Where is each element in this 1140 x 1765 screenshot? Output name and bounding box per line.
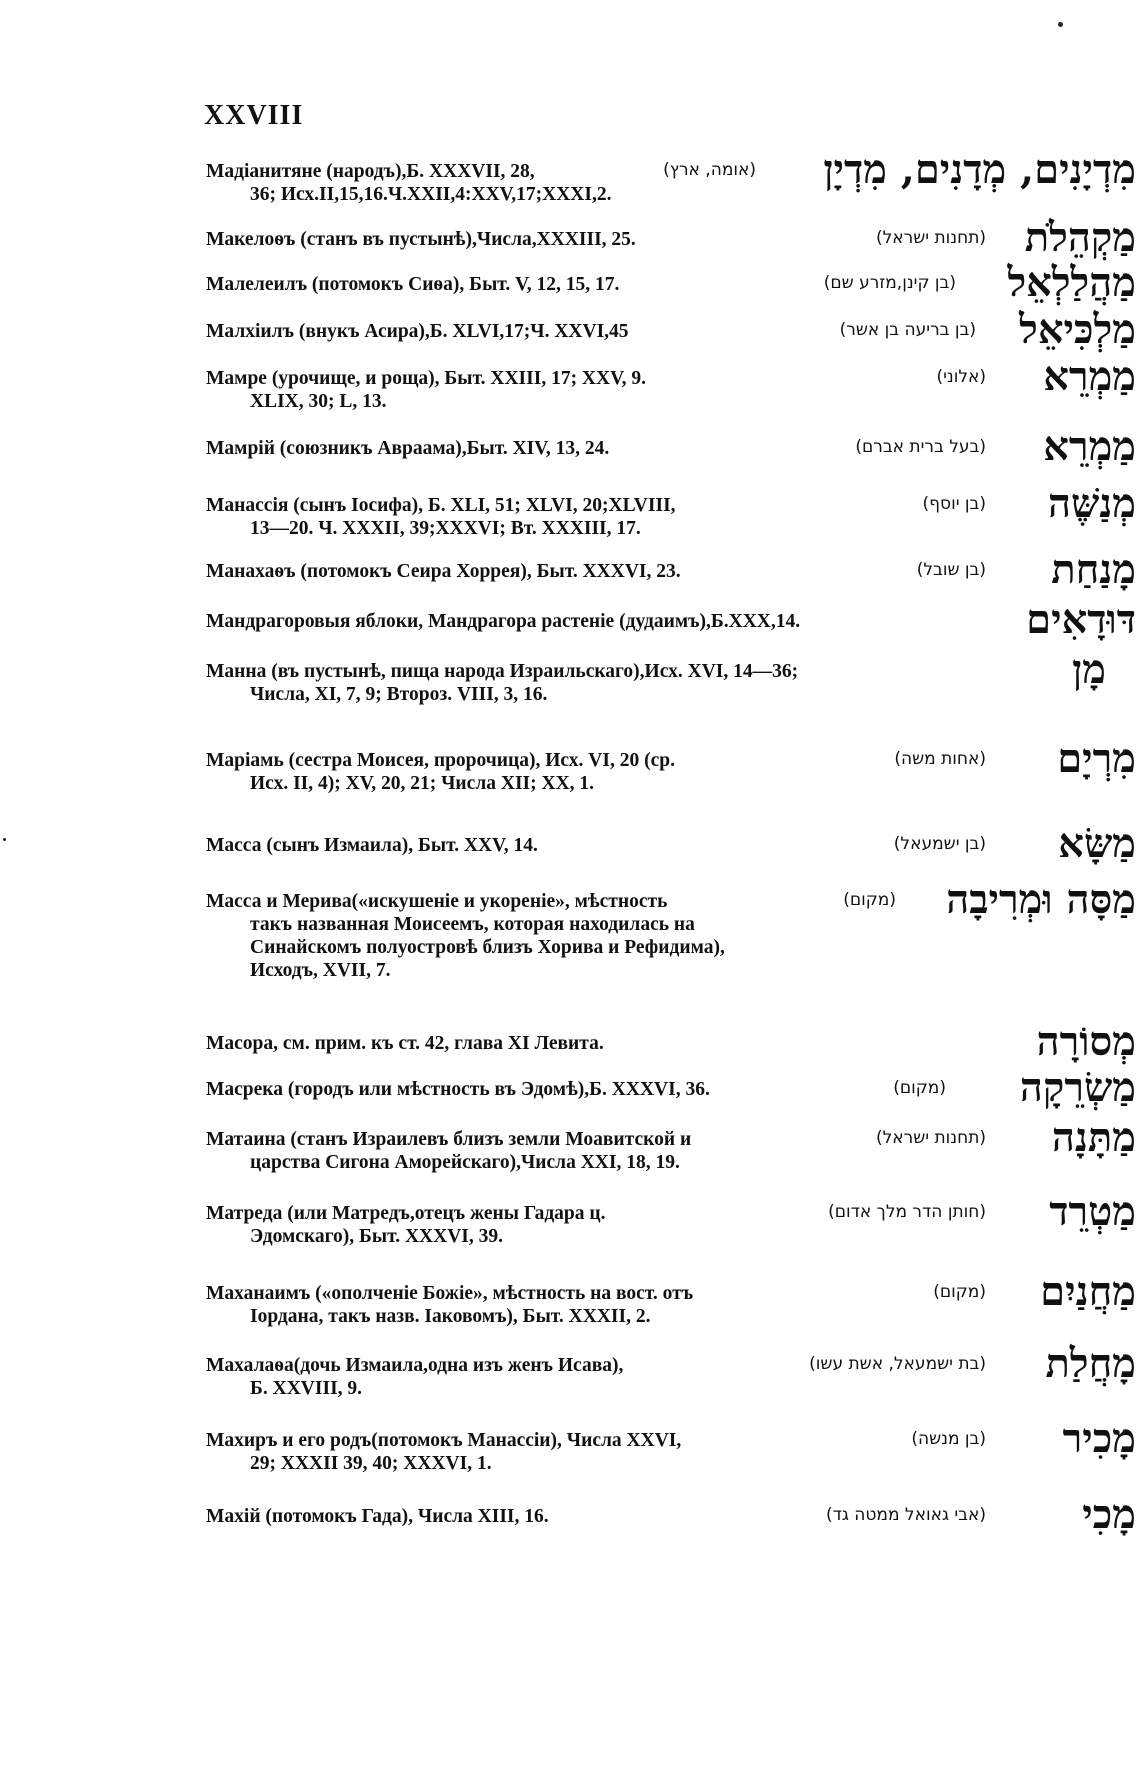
hebrew-gloss: (אומה, ארץ) [663, 160, 756, 180]
entry-text [206, 560, 826, 583]
entry-madianites [206, 146, 1136, 206]
entry-text [206, 437, 826, 460]
entry-line: Малхіилъ (внукъ Асира),Б. XLVI,17;Ч. XXVI,45 [206, 321, 629, 342]
entry-line: Мамрій (союзникъ Авраама),Быт. XIV, 13, 24. [206, 438, 610, 459]
hebrew-headword: מַסָּה וּמְרִיבָה [946, 876, 1136, 923]
entry-line: 29; XXXII 39, 40; XXXVI, 1. [250, 1453, 492, 1474]
entry-text [206, 1282, 826, 1328]
entry-line: Махалаѳа(дочь Измаила,одна изъ женъ Исава), [206, 1355, 624, 1376]
hebrew-gloss: (מקום) [893, 1078, 946, 1098]
hebrew-headword: מַקְהֵלֹת [1024, 214, 1136, 261]
entry-line: Масора, см. прим. къ ст. 42, глава XI Левита. [206, 1033, 604, 1054]
hebrew-gloss: (מקום) [933, 1282, 986, 1302]
hebrew-gloss: (בן ישמעאל) [893, 834, 986, 854]
entry-massah-meribah [206, 876, 1136, 984]
entry-text [206, 1128, 826, 1174]
hebrew-gloss: (אלוני) [936, 367, 986, 387]
entry-masrekah [206, 1064, 1136, 1111]
hebrew-headword: דּוּדָאִים [1026, 596, 1136, 643]
entry-line: Мадіанитяне (народъ),Б. XXXVII, 28, [206, 161, 535, 182]
hebrew-headword: מַטְרֵד [1049, 1188, 1136, 1235]
entry-line: царства Сигона Аморейскаго),Числа XXI, 18, 19. [250, 1152, 680, 1173]
hebrew-headword: מָכִיר [1062, 1415, 1136, 1462]
entry-line: 13—20. Ч. XXXII, 39;XXXVI; Вт. XXXIII, 17. [250, 518, 641, 539]
entry-text [206, 890, 826, 982]
hebrew-headword: מַשָּׂא [1058, 820, 1136, 867]
entry-line: Исходъ, XVII, 7. [250, 960, 391, 981]
hebrew-headword: מָן [1072, 646, 1106, 693]
scan-speck [3, 838, 6, 841]
hebrew-gloss: (תחנות ישראל) [875, 1128, 986, 1148]
entry-masorah [206, 1018, 1136, 1065]
hebrew-headword: מְנַשֶּׁה [1047, 480, 1136, 527]
hebrew-gloss: (בן קינן,מזרע שם) [823, 273, 956, 293]
entry-makeloth [206, 214, 1136, 261]
hebrew-gloss: (בעל ברית אברם) [855, 437, 986, 457]
entry-text [206, 273, 826, 296]
entry-text [206, 749, 826, 795]
hebrew-gloss: (בן יוסף) [922, 494, 986, 514]
hebrew-gloss: (אבי גאואל ממטה גד) [825, 1505, 986, 1525]
hebrew-headword: מִדְיָנִים, מְדָנִים, מִדְיָן [823, 146, 1136, 193]
entry-line: Іордана, такъ назв. Іаковомъ), Быт. XXXII, 2. [250, 1306, 651, 1327]
entry-line: Маріамь (сестра Моисея, пророчица), Исх. VI, 20 (ср. [206, 750, 675, 771]
entry-line: Исх. II, 4); XV, 20, 21; Числа XII; XX, 1. [250, 773, 595, 794]
entry-line: Масса (сынъ Измаила), Быт. XXV, 14. [206, 835, 538, 856]
entry-text [206, 1505, 826, 1528]
entry-manahath [206, 546, 1136, 593]
hebrew-gloss: (בן שובל) [916, 560, 986, 580]
entry-manna [206, 646, 1136, 706]
entry-mandrakes [206, 596, 1136, 643]
entry-text [206, 1032, 826, 1055]
scan-speck [1058, 22, 1063, 27]
entry-line: Масса и Мерива(«искушеніе и укореніе», мѣстность [206, 891, 668, 912]
entry-line: Матаина (станъ Израилевъ близъ земли Моавитской и [206, 1129, 692, 1150]
entry-massa-son [206, 820, 1136, 867]
entry-text [206, 494, 826, 540]
entry-text [206, 367, 826, 413]
entry-mahalath [206, 1340, 1136, 1400]
entry-line: Малелеилъ (потомокъ Сиѳа), Быт. V, 12, 15, 17. [206, 274, 620, 295]
entry-text [206, 320, 826, 343]
entry-machi [206, 1491, 1136, 1538]
hebrew-headword: מַהֲלַלְאֵל [1007, 259, 1136, 306]
hebrew-gloss: (בן מנשה) [911, 1429, 986, 1449]
entry-line: Мандрагоровыя яблоки, Мандрагора растеніе (дудаимъ),Б.XXX,14. [206, 611, 801, 632]
entry-matred [206, 1188, 1136, 1248]
hebrew-headword: מָחֲלַת [1045, 1340, 1136, 1387]
page-number: XXVIII [204, 100, 304, 131]
hebrew-headword: מַתָּנָה [1051, 1114, 1136, 1161]
entry-maleleel [206, 259, 1136, 306]
hebrew-gloss: (בן בריעה בן אשר) [839, 320, 976, 340]
hebrew-headword: מִרְיָם [1057, 735, 1136, 782]
entry-line: Синайскомъ полуостровѣ близъ Хорива и Рефидима), [250, 937, 725, 958]
entry-line: Манахаѳъ (потомокъ Сеира Хоррея), Быт. XXXVI, 23. [206, 561, 681, 582]
entry-text [206, 660, 896, 706]
entry-line: Маханаимъ («ополченіе Божіе», мѣстность на вост. отъ [206, 1283, 694, 1304]
entry-manasseh [206, 480, 1136, 540]
entry-line: Манна (въ пустынѣ, пища народа Израильскаго),Исх. XVI, 14—36; [206, 661, 799, 682]
hebrew-headword: מָכִי [1082, 1491, 1136, 1538]
hebrew-gloss: (חותן הדר מלך אדום) [828, 1202, 986, 1222]
entry-text [206, 1429, 826, 1475]
entry-text [206, 834, 826, 857]
entry-line: Б. XXVIII, 9. [250, 1378, 363, 1399]
entry-line: Манассія (сынъ Іосифа), Б. XLI, 51; XLVI, 20;XLVIII, [206, 495, 676, 516]
hebrew-headword: מְסוֹרָה [1036, 1018, 1136, 1065]
entry-text [206, 1078, 826, 1101]
entry-text [206, 610, 896, 633]
hebrew-headword: מַשְׂרֵקָה [1019, 1064, 1136, 1111]
entry-line: Махиръ и его родъ(потомокъ Манассіи), Числа XXVI, [206, 1430, 682, 1451]
entry-line: Макелоѳъ (станъ въ пустынѣ),Числа,XXXIII, 25. [206, 229, 636, 250]
hebrew-gloss: (תחנות ישראל) [875, 228, 986, 248]
entry-line: Мамре (урочище, и роща), Быт. XXIII, 17; XXV, 9. [206, 368, 647, 389]
entry-line: Матреда (или Матредъ,отецъ жены Гадара ц. [206, 1203, 606, 1224]
hebrew-headword: מָנַחַת [1051, 546, 1136, 593]
entry-machir [206, 1415, 1136, 1475]
entry-mamre-ally [206, 423, 1136, 470]
entry-line: Махій (потомокъ Гада), Числа XIII, 16. [206, 1506, 549, 1527]
hebrew-gloss: (מקום) [843, 890, 896, 910]
entry-line: Эдомскаго), Быт. XXXVI, 39. [250, 1226, 503, 1247]
hebrew-gloss: (אחות משה) [894, 749, 986, 769]
entry-mattanah [206, 1114, 1136, 1174]
entry-mamre-grove [206, 353, 1136, 413]
entry-line: 36; Исх.II,15,16.Ч.XXII,4:XXV,17;XXXI,2. [250, 184, 612, 205]
entry-line: XLIX, 30; L, 13. [250, 391, 387, 412]
entry-line: такъ названная Моисеемъ, которая находилась на [250, 914, 695, 935]
entry-malchiel [206, 306, 1136, 353]
hebrew-headword: מַחֲנַיִם [1040, 1268, 1136, 1315]
entry-line: Числа, XI, 7, 9; Второз. VIII, 3, 16. [250, 684, 548, 705]
entry-text [206, 1202, 826, 1248]
entry-miriam [206, 735, 1136, 795]
entry-text [206, 228, 826, 251]
entry-text [206, 1354, 826, 1400]
hebrew-headword: מַמְרֵא [1043, 353, 1136, 400]
hebrew-gloss: (בת ישמעאל, אשת עשו) [809, 1354, 986, 1374]
entry-line: Масрека (городъ или мѣстность въ Эдомѣ),Б. XXXVI, 36. [206, 1079, 710, 1100]
hebrew-headword: מַמְרֵא [1043, 423, 1136, 470]
entry-mahanaim [206, 1268, 1136, 1328]
hebrew-headword: מַלְכִּיאֵל [1019, 306, 1136, 353]
